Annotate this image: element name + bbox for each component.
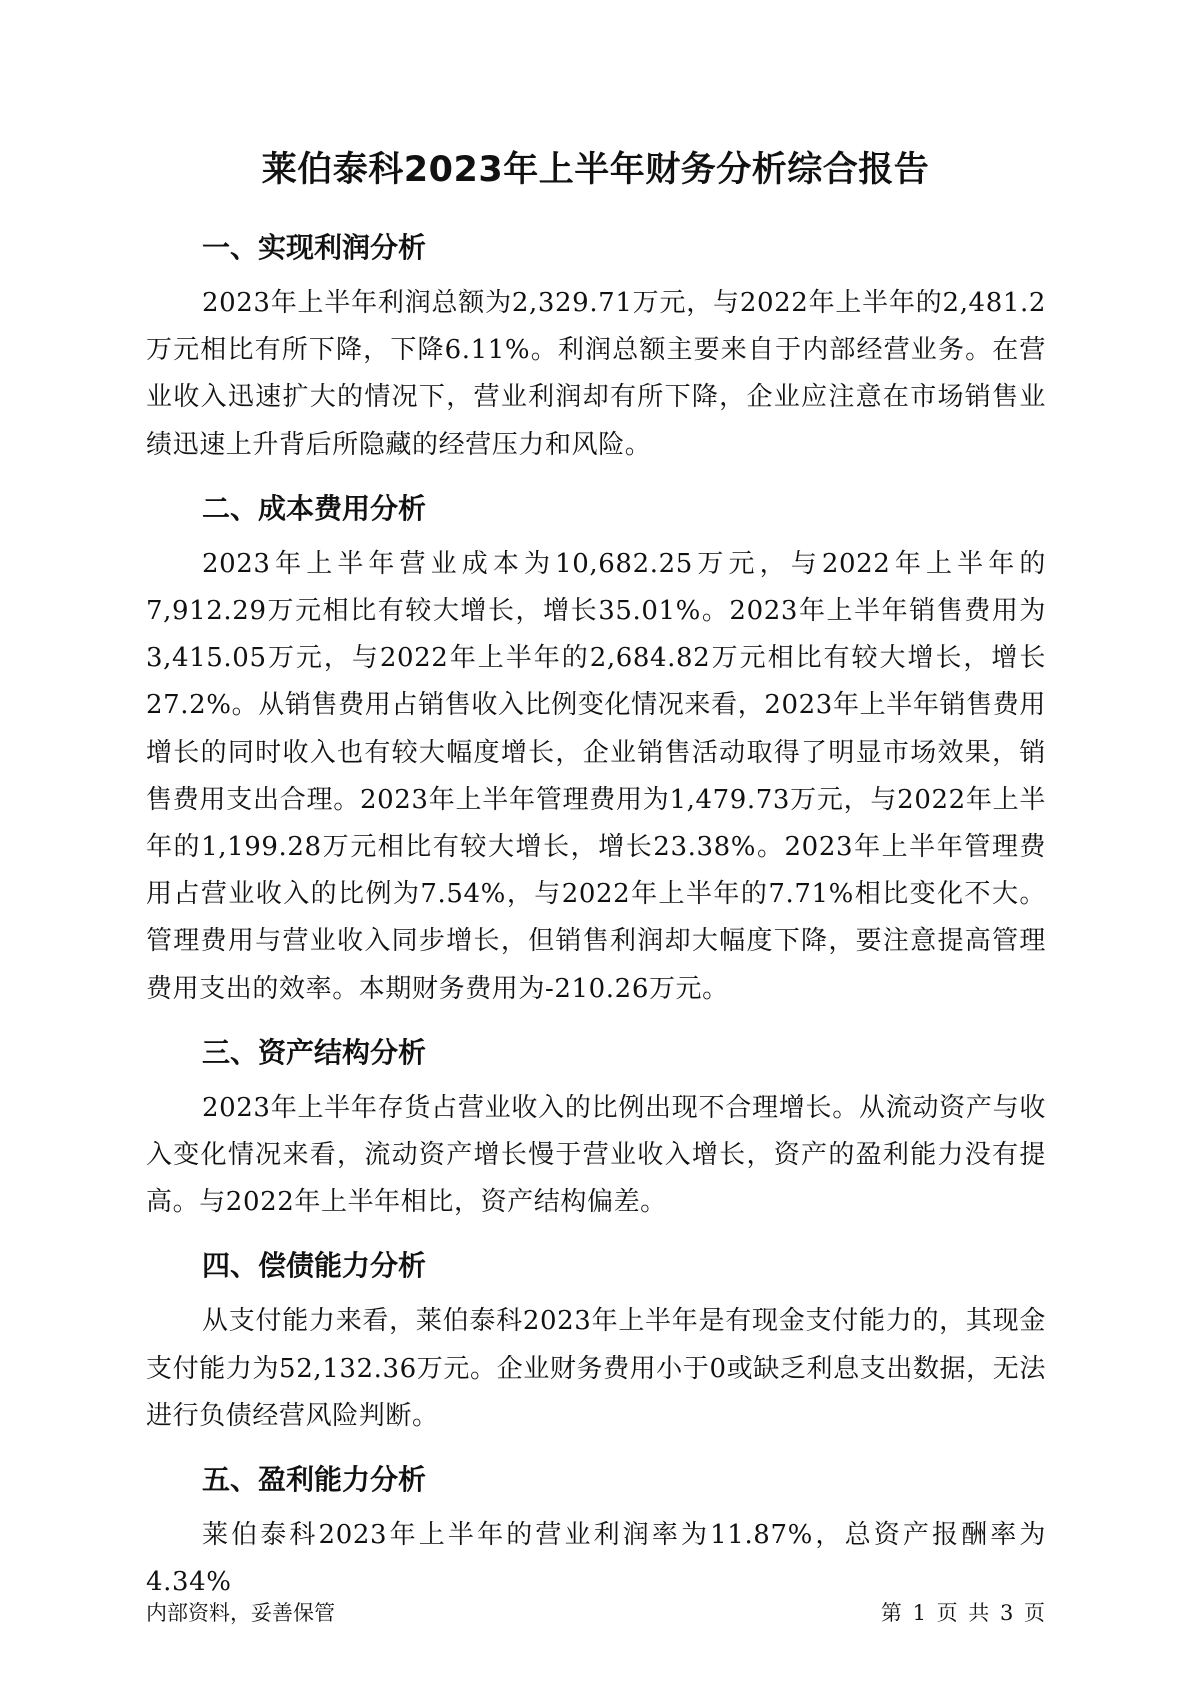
section-asset-structure-analysis (146, 1033, 1046, 1227)
section-paragraph: 2023年上半年利润总额为2,329.71万元，与2022年上半年的2,481.2万元相比有所下降，下降6.11%。利润总额主要来自于内部经营业务。在营业收入迅速扩大的情况下，营业利润却有所下降，企业应注意在市场销售业绩迅速上升背后所隐藏的经营压力和风险。 (146, 288, 1046, 460)
section-heading: 一、实现利润分析 (202, 231, 427, 264)
section-profitability-analysis (146, 1460, 1046, 1606)
section-cost-expense-analysis (146, 489, 1046, 1013)
document-body (146, 228, 1046, 1626)
section-heading: 四、偿债能力分析 (202, 1249, 427, 1283)
section-paragraph: 从支付能力来看，莱伯泰科2023年上半年是有现金支付能力的，其现金支付能力为52,132.36万元。企业财务费用小于0或缺乏利息支出数据，无法进行负债经营风险判断。 (146, 1306, 1046, 1431)
document-title: 莱伯泰科2023年上半年财务分析综合报告 (261, 150, 930, 190)
footer-page-number: 第 1 页 共 3 页 (880, 1601, 1045, 1625)
section-heading: 五、盈利能力分析 (202, 1463, 427, 1497)
section-paragraph: 2023年上半年营业成本为10,682.25万元，与2022年上半年的7,912.29万元相比有较大增长，增长35.01%。2023年上半年销售费用为3,415.05万元，与2022年上半年的2,684.82万元相比有较大增长，增长27.2%。从销售费用占销售收入比例变化情况来看，2023年上半年销售费用增长的同时收入也有较大幅度增长，企业销售活动取得了明显市场效果，销售费用支出合理。2023年上半年管理费用为1,479.73万元，与2022年上半年的1,199.28万元相比有较大增长，增长23.38%。2023年上半年管理费用占营业收入的比例为7.54%，与2022年上半年的7.71%相比变化不大。管理费用与营业收入同步增长，但销售利润却大幅度下降，要注意提高管理费用支出的效率。本期财务费用为-210.26万元。 (146, 548, 1046, 1004)
section-paragraph: 2023年上半年存货占营业收入的比例出现不合理增长。从流动资产与收入变化情况来看，流动资产增长慢于营业收入增长，资产的盈利能力没有提高。与2022年上半年相比，资产结构偏差。 (146, 1092, 1046, 1218)
section-heading: 二、成本费用分析 (202, 491, 427, 525)
section-profit-analysis (146, 228, 1046, 469)
section-paragraph: 莱伯泰科2023年上半年的营业利润率为11.87%，总资产报酬率为4.34% (146, 1520, 1046, 1598)
section-heading: 三、资产结构分析 (202, 1035, 427, 1069)
section-solvency-analysis (146, 1246, 1046, 1440)
footer-confidential-note: 内部资料，妥善保管 (146, 1601, 335, 1625)
